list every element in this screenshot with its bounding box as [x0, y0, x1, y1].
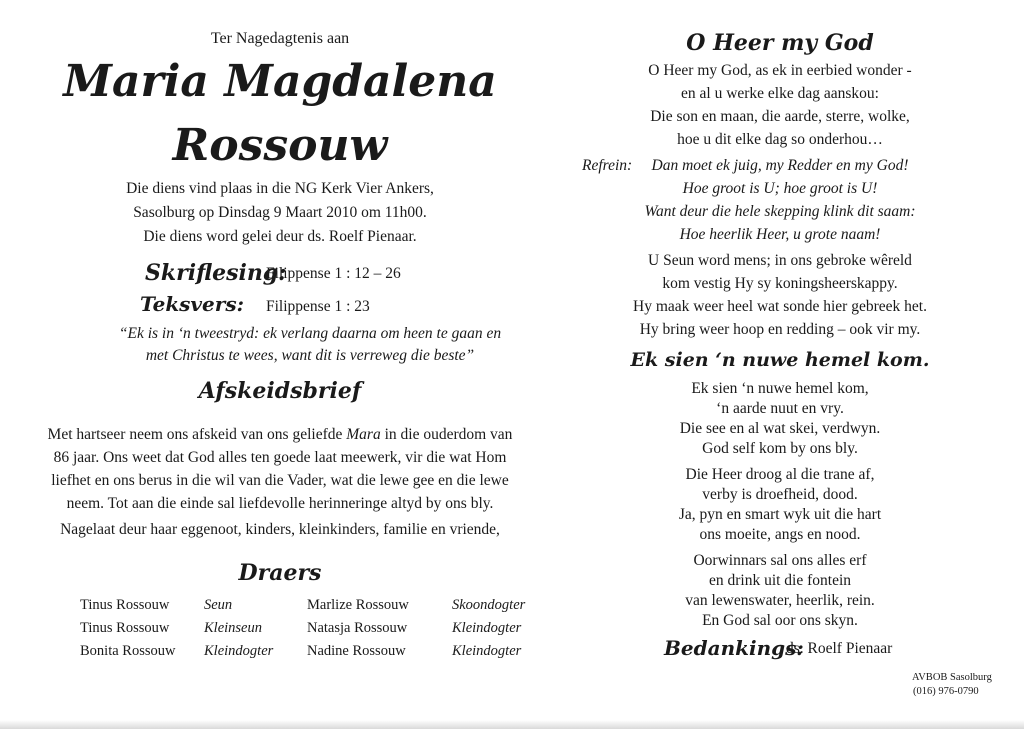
hymn2-verse2-line: Ja, pyn en smart wyk uit die hart [678, 506, 882, 523]
refrein-line: Dan moet ek juig, my Redder en my God! [651, 157, 909, 174]
deceased-surname: Rossouw [172, 120, 388, 171]
afskeid-line-1 [0, 426, 560, 444]
bedankings-label: Bedankings: [664, 636, 804, 660]
hymn1-verse2-line: U Seun word mens; in ons gebroke wêreld [648, 252, 912, 269]
skriflesing-label: Skriflesing: [145, 260, 287, 286]
hymn2-verse1-line: Ek sien ‘n nuwe hemel kom, [691, 380, 869, 397]
teksvers-value: Filippense 1 : 23 [266, 298, 370, 315]
afskeid-line-1-start: Met hartseer neem ons afskeid van ons geliefde [47, 426, 347, 443]
hymn1-verse1-line: en al u werke elke dag aanskou: [681, 85, 879, 102]
draer-relation: Kleindogter [452, 620, 522, 636]
afskeid-line-2: 86 jaar. Ons weet dat God alles ten goede laat meewerk, vir die wat Hom [53, 449, 507, 466]
deceased-first-names: Maria Magdalena [63, 56, 497, 107]
draer-name: Natasja Rossouw [307, 620, 408, 636]
bedankings-value: ds. Roelf Pienaar [786, 640, 893, 657]
hymn2-verse1-line: Die see en al wat skei, verdwyn. [679, 420, 881, 437]
hymn2-verse3-line: En God sal oor ons skyn. [702, 612, 858, 629]
hymn1-verse2-line: kom vestig Hy sy koningsheerskappy. [662, 275, 898, 292]
draer-relation: Seun [204, 597, 233, 613]
page-bottom-edge [0, 720, 1024, 729]
teksvers-label: Teksvers: [140, 292, 244, 316]
hymn1-verse1-line: hoe u dit elke dag so onderhou… [677, 131, 883, 148]
draer-relation: Kleinseun [204, 620, 262, 636]
skriflesing-value: Filippense 1 : 12 – 26 [266, 265, 401, 282]
hymn1-verse1-line: Die son en maan, die aarde, sterre, wolke, [650, 108, 910, 125]
draer-relation: Skoondogter [452, 597, 526, 613]
hymn2-verse2-line: Die Heer droog al die trane af, [685, 466, 875, 483]
refrein-line: Want deur die hele skepping klink dit saam: [644, 203, 916, 220]
hymn1-verse2-line: Hy bring weer hoop en redding – ook vir my. [639, 321, 921, 338]
hymn1-title: O Heer my God [686, 30, 874, 56]
hymn2-verse3-line: en drink uit die fontein [708, 572, 852, 589]
hymn2-verse1-line: ‘n aarde nuut en vry. [716, 400, 844, 417]
footer-name: AVBOB Sasolburg [912, 672, 992, 683]
hymn2-verse3-line: van lewenswater, heerlik, rein. [685, 592, 875, 609]
afskeid-heading: Afskeidsbrief [198, 378, 362, 404]
hymn2-verse2-line: verby is droefheid, dood. [702, 486, 858, 503]
draer-name: Bonita Rossouw [80, 643, 176, 659]
refrein-label: Refrein: [582, 157, 633, 174]
afskeid-name: Mara [346, 426, 381, 443]
draer-relation: Kleindogter [204, 643, 274, 659]
nagelaat-line: Nagelaat deur haar eggenoot, kinders, kleinkinders, familie en vriende, [60, 521, 500, 538]
service-line-1: Die diens vind plaas in die NG Kerk Vier Ankers, [126, 180, 434, 197]
scripture-quote-line-1: “Ek is in ‘n tweestryd: ek verlang daarna om heen te gaan en [118, 325, 502, 342]
draer-name: Marlize Rossouw [307, 597, 409, 613]
scripture-quote-line-2: met Christus te wees, want dit is verreweg die beste” [145, 347, 475, 364]
draer-relation: Kleindogter [452, 643, 522, 659]
draer-name: Tinus Rossouw [80, 620, 170, 636]
hymn1-verse2-line: Hy maak weer heel wat sonde hier gebreek het. [633, 298, 927, 315]
service-line-2: Sasolburg op Dinsdag 9 Maart 2010 om 11h00. [133, 204, 427, 221]
refrein-line: Hoe groot is U; hoe groot is U! [682, 180, 878, 197]
footer-phone: (016) 976-0790 [913, 686, 979, 697]
hymn2-title: Ek sien ‘n nuwe hemel kom. [630, 349, 930, 371]
draer-name: Tinus Rossouw [80, 597, 170, 613]
hymn2-verse3-line: Oorwinnars sal ons alles erf [693, 552, 867, 569]
afskeid-line-1-end: in die ouderdom van [380, 426, 513, 443]
hymn1-verse1-line: O Heer my God, as ek in eerbied wonder - [648, 62, 912, 79]
draer-name: Nadine Rossouw [307, 643, 406, 659]
hymn2-verse2-line: ons moeite, angs en nood. [699, 526, 861, 543]
service-line-3: Die diens word gelei deur ds. Roelf Pienaar. [143, 228, 417, 245]
afskeid-line-4: neem. Tot aan die einde sal liefdevolle herinneringe altyd by ons bly. [66, 495, 494, 512]
refrein-line: Hoe heerlik Heer, u grote naam! [679, 226, 881, 243]
afskeid-line-3: liefhet en ons berus in die wil van die Vader, wat die lewe gee en die lewe [51, 472, 509, 489]
hymn2-verse1-line: God self kom by ons bly. [702, 440, 858, 457]
draers-heading: Draers [238, 560, 322, 586]
intro-text: Ter Nagedagtenis aan [210, 30, 350, 47]
